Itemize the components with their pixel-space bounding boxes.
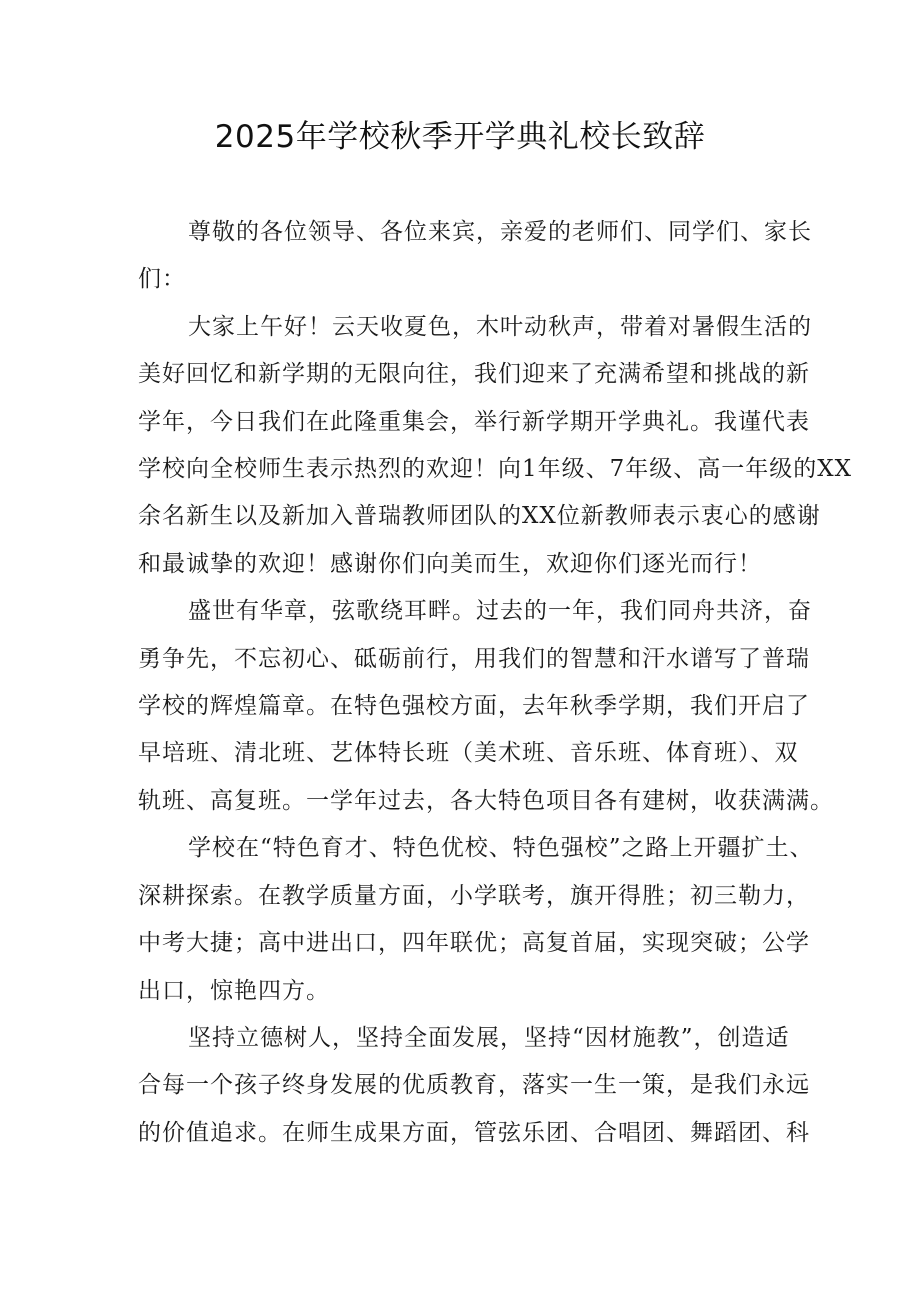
text-line: 和最诚挚的欢迎！感谢你们向美而生，欢迎你们逐光而行！ [138,550,762,577]
document-body [138,209,853,1157]
text-line: 们： [138,266,186,293]
text-line: 美好回忆和新学期的无限向往，我们迎来了充满希望和挑战的新 [138,361,810,388]
text-line: 余名新生以及新加入普瑞教师团队的XX位新教师表示衷心的感谢 [138,503,821,530]
paragraph-greeting [138,304,853,588]
paragraph-salutation [138,209,812,304]
text-line: 盛世有华章，弦歌绕耳畔。过去的一年，我们同舟共济，奋 [188,598,812,625]
paragraph-values [138,1015,810,1157]
text-line: 轨班、高复班。一学年过去，各大特色项目各有建树，收获满满。 [138,787,834,814]
text-line: 深耕探索。在教学质量方面，小学联考，旗开得胜；初三勒力， [138,882,810,909]
text-line: 早培班、清北班、艺体特长班（美术班、音乐班、体育班）、双 [138,740,799,767]
text-line: 出口，惊艳四方。 [138,977,330,1004]
text-line: 勇争先，不忘初心、砥砺前行，用我们的智慧和汗水谱写了普瑞 [138,645,810,672]
text-line: 学校的辉煌篇章。在特色强校方面，去年秋季学期，我们开启了 [138,693,810,720]
text-line: 学校在“特色育才、特色优校、特色强校”之路上开疆扩土、 [188,835,814,862]
text-line: 尊敬的各位领导、各位来宾，亲爱的老师们、同学们、家长 [188,219,812,245]
text-line: 合每一个孩子终身发展的优质教育，落实一生一策，是我们永远 [138,1072,810,1099]
text-line: 的价值追求。在师生成果方面，管弦乐团、合唱团、舞蹈团、科 [138,1119,810,1146]
text-line: 中考大捷；高中进出口，四年联优；高复首届，实现突破；公学 [138,930,810,957]
text-line: 坚持立德树人，坚持全面发展，坚持“因材施教”，创造适 [188,1024,790,1051]
text-line: 学校向全校师生表示热烈的欢迎！向1年级、7年级、高一年级的XX [138,456,853,483]
paragraph-achievements [138,825,814,1015]
document-title: 2025年学校秋季开学典礼校长致辞 [214,119,706,155]
paragraph-review [138,588,834,825]
text-line: 学年，今日我们在此隆重集会，举行新学期开学典礼。我谨代表 [138,408,810,435]
text-line: 大家上午好！云天收夏色，木叶动秋声，带着对暑假生活的 [188,313,812,340]
